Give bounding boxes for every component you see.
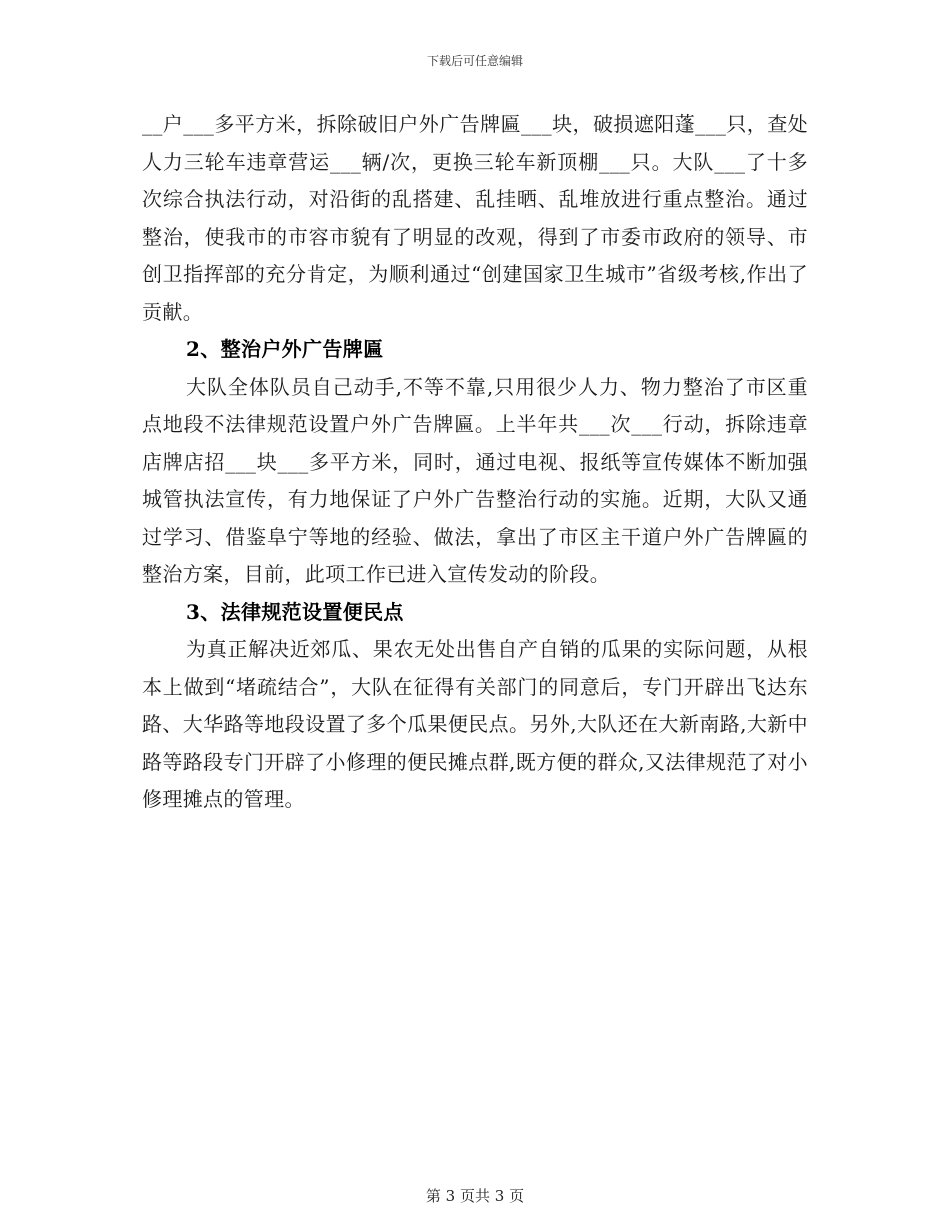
document-body (142, 106, 808, 819)
continued-paragraph: __户___多平方米，拆除破旧户外广告牌匾___块，破损遮阳蓬___只，查处人力三轮车违章营运___辆/次，更换三轮车新顶棚___只。大队___了十多次综合执法行动，对沿街的乱搭建、乱挂晒、乱堆放进行重点整治。通过整治，使我市的市容市貌有了明显的改观，得到了市委市政府的领导、市创卫指挥部的充分肯定，为顺利通过“创建国家卫生城市”省级考核,作出了贡献。 (142, 112, 808, 324)
page-header-note: 下载后可任意编辑 (426, 54, 523, 68)
page-number-footer: 第 3 页共 3 页 (425, 1187, 525, 1205)
section-paragraph-convenience-points: 为真正解决近郊瓜、果农无处出售自产自销的瓜果的实际问题，从根本上做到“堵疏结合”，大队在征得有关部门的同意后，专门开辟出飞达东路、大华路等地段设置了多个瓜果便民点。另外,大队还在大新南路,大新中路等路段专门开辟了小修理的便民摊点群,既方便的群众,又法律规范了对小修理摊点的管理。 (142, 637, 808, 811)
section-paragraph-outdoor-signs: 大队全体队员自己动手,不等不靠,只用很少人力、物力整治了市区重点地段不法律规范设置户外广告牌匾。上半年共___次___行动，拆除违章店牌店招___块___多平方米，同时，通过电视、报纸等宣传媒体不断加强城管执法宣传，有力地保证了户外广告整治行动的实施。近期，大队又通过学习、借鉴阜宁等地的经验、做法，拿出了市区主干道户外广告牌匾的整治方案，目前，此项工作已进入宣传发动的阶段。 (142, 374, 808, 586)
section-heading-convenience-points: 3、法律规范设置便民点 (186, 599, 404, 624)
section-heading-outdoor-signs: 2、整治户外广告牌匾 (186, 337, 384, 361)
